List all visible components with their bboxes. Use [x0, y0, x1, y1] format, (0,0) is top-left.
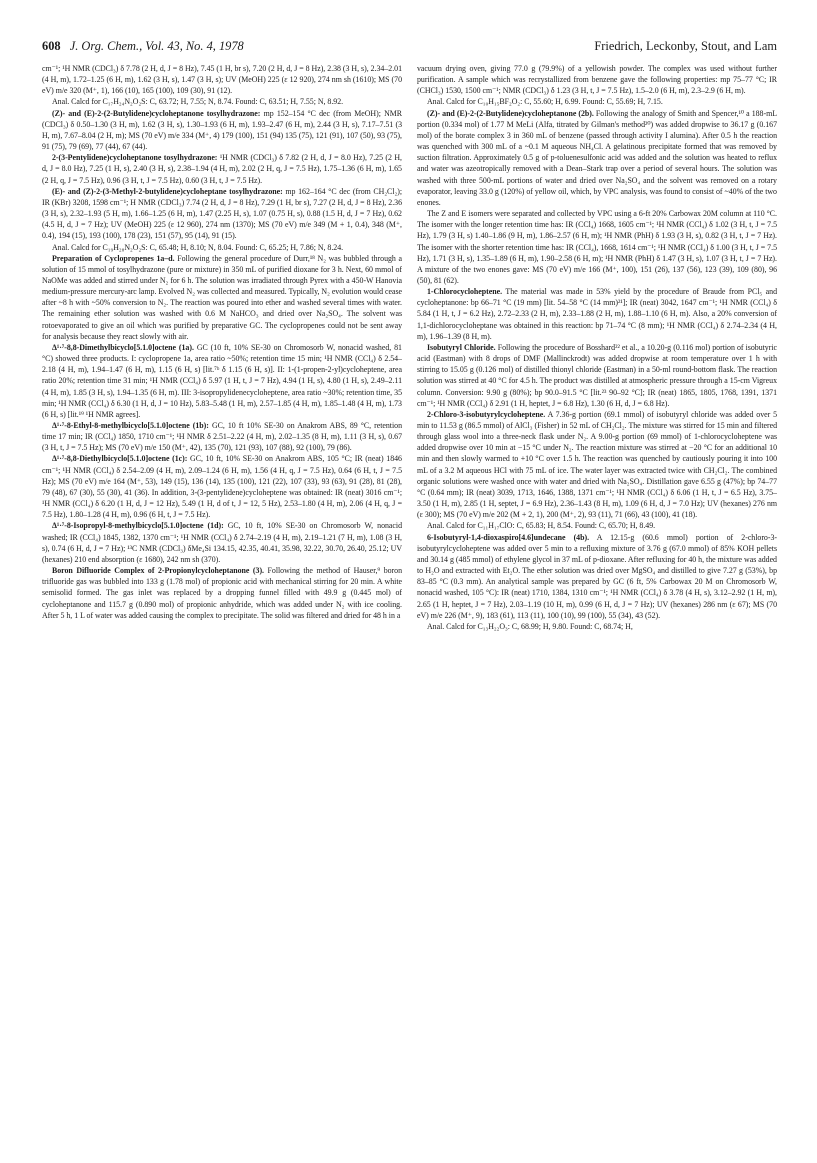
paragraph-heading: 2-(3-Pentylidene)cycloheptanone tosylhydrazone: [52, 153, 218, 163]
paragraph-text: Following the procedure of Bosshard²² et al., a 10.20-g (0.116 mol) portion of isobutyric acid (Eastman) with 8 drops of DMF (Mallinckrodt) was added dropwise at room temperature over 1 h with stirring to 15.05 g (0.126 mol) of distilled thionyl chloride (Eastman) in a 50-ml round-bottom flask. The reaction solution was stirred at 40 °C for 4.5 h. The product was distilled at atmospheric pressure through a 15-cm Vigreux column. Conversion: 9.90 g (80%); bp 90.0–91.5 °C [lit.²³ 90–92 °C]; IR (neat) 1865, 1805, 1768, 1391, 1371 cm⁻¹; ¹H NMR (CCl₄) δ 2.91 (1 H, heptet, J = 6.8 Hz), 1.30 (6 H, d, J = 6.8 Hz). [417, 342, 777, 408]
paragraph-text: Anal. Calcd for C₁₉H₂₈N₂O₂S: C, 65.48; H, 8.10; N, 8.04. Found: C, 65.25; H, 7.86; N, 8.24. [52, 242, 344, 252]
paragraph-heading: 6-Isobutyryl-1,4-dioxaspiro[4.6]undecane (4b). [427, 532, 590, 542]
paragraph-text: vacuum drying oven, giving 77.0 g (79.9%) of a yellowish powder. The complex was used without further purification. A sample which was recrystallized from benzene gave the following properties: mp 75–77 °C; IR (CHCl₃) 1530, 1500 cm⁻¹; NMR (CDCl₃) δ 1.23 (3 H, t, J = 7.5 Hz), 1.5–2.0 (6 H, m), 2.3–2.9 (6 H, m). [417, 64, 777, 96]
journal-citation: J. Org. Chem., Vol. 43, No. 4, 1978 [69, 39, 244, 53]
paragraph [417, 621, 777, 632]
paragraph [42, 420, 402, 453]
paragraph-text: ¹H NMR (CDCl₃) δ 7.82 (2 H, d, J = 8.0 Hz), 7.25 (2 H, d, J = 8.0 Hz), 7.25 (1 H, s), 2.40 (3 H, s), 2.38–1.94 (4 H, m), 2.02 (2 H, q, J = 7.5 Hz), 1.75–1.36 (6 H, m), 1.65 (2 H, q, J = 7.5 Hz), 0.96 (3 H, t, J = 7.5 Hz), 0.60 (3 H, t, J = 7.5 Hz). [42, 153, 402, 185]
paragraph-text: mp 152–154 °C dec (from MeOH); NMR (CDCl₃) δ 0.50–1.30 (3 H, m), 1.62 (3 H, s), 1.30–1.93 (6 H, m), 1.93–2.47 (6 H, m), 2.44 (3 H, s), 7.17–7.51 (3 H, m), 7.67–8.04 (2 H, m); MS (70 eV) m/e 334 (M⁺, 4) 179 (100), 151 (94) 135 (75), 121 (91), 107 (50), 93 (75), 91 (75), 79 (69), 77 (44), 67 (44). [42, 108, 402, 152]
paragraph-text: GC, 10 ft 10% SE-30 on Anakrom ABS, 89 °C, retention time 17 min; IR (CCl₄) 1850, 1710 cm⁻¹; ¹H NMR δ 2.51–2.22 (4 H, m), 2.02–1.35 (8 H, m), 1.11 (3 H, s), 0.67 (3 H, t, J = 7.5 Hz); MS (70 eV) m/e 150 (M⁺, 42), 135 (70), 121 (93), 107 (88), 92 (100), 79 (86). [42, 421, 402, 453]
paragraph [42, 96, 402, 107]
paragraph-text: Following the method of Hauser,⁹ boron trifluoride gas was bubbled into 133 g (1.78 mol) of propionic acid with mechanical stirring for 20 min. A white semisolid formed. The gas inlet was replaced by a dropping funnel filled with 49.9 g (0.445 mol) of cycloheptanone and 115.7 g (0.890 mol) of propionic anhydride, which was added under N₂ with ice cooling. After 5 h, 1 L of water was added causing the complex to precipitate. The solid was filtered and dried for 48 h in a [42, 566, 402, 620]
paragraph [417, 532, 777, 621]
running-header [42, 36, 777, 56]
paragraph-heading: (Z)- and (E)-2-(2-Butylidene)cycloheptanone tosylhydrazone: [52, 108, 261, 118]
paragraph [42, 565, 402, 621]
body-columns [42, 63, 777, 1138]
author-list: Friedrich, Leckonby, Stout, and Lam [594, 39, 777, 53]
paragraph [42, 453, 402, 520]
right-column [417, 63, 777, 1138]
paragraph [42, 342, 402, 420]
paragraph [417, 208, 777, 286]
paragraph-heading: Δ¹·⁷-8-Isopropyl-8-methylbicyclo[5.1.0]octene (1d): [52, 521, 224, 531]
paragraph-heading: Isobutyryl Chloride. [427, 342, 496, 352]
paragraph [417, 520, 777, 531]
paragraph [417, 342, 777, 409]
paragraph [42, 242, 402, 253]
paragraph-heading: 1-Chlorocycloheptene. [427, 287, 503, 297]
paragraph-text: The Z and E isomers were separated and collected by VPC using a 6-ft 20% Carbowax 20M column at 110 °C. The isomer with the longer retention time has: IR (CCl₄) 1668, 1605 cm⁻¹; ¹H NMR (CCl₄) δ 1.02 (3 H, t, J = 7.5 Hz), 1.79 (3 H, s) 1.40–1.86 (9 H, m), 1.86–2.57 (6 H, m); ¹H NMR (PhH) δ 1.93 (3 H, s), 0.82 (3 H, t, J = 7 Hz). The isomer with the shorter retention time has: IR (CCl₄), 1668, 1614 cm⁻¹; ¹H NMR (CCl₄) δ 1.00 (3 H, t, J = 7.5 Hz), 1.71 (3 H, s), 1.35–1.89 (6 H, m), 1.90–2.58 (6 H, m); ¹H NMR (PhH) δ 1.47 (3 H, s), 1.07 (3 H, t, J = 7 Hz). A mixture of the two enones gave: MS (70 eV) m/e 166 (M⁺, 100), 151 (26), 137 (56), 123 (39), 109 (80), 96 (50), 81 (62). [417, 209, 777, 285]
paragraph-heading: Δ¹·⁷-8,8-Dimethylbicyclo[5.1.0]octene (1a). [52, 342, 194, 352]
paragraph [42, 108, 402, 153]
paragraph-text: mp 162–164 °C dec (from CH₂Cl₂); IR (KBr) 3208, 1598 cm⁻¹; H NMR (CDCl₃) 7.74 (2 H, d, J = 8 Hz), 7.29 (1 H, br s), 7.27 (2 H, d, J = 8 Hz), 2.36 (3 H, s), 2.32–1.93 (5 H, m), 1.66–1.25 (6 H, m), 1.47 (2.25 H, s), 1.07 (0.75 H, s), 0.88 (1.5 H, d, J = 7 Hz), 0.62 (4.5 H, d, J = 7 Hz); UV (MeOH) 225 (ε 12 960), 274 nm (1370); MS (70 eV) m/e 349 (M + 1, 0.4), 348 (M⁺, 0.4), 194 (15), 193 (100), 178 (23), 151 (57), 95 (14), 91 (15). [42, 186, 402, 241]
paragraph-text: Anal. Calcd for C₁₃H₂₂O₃: C, 68.99; H, 9.80. Found: C, 68.74; H, [427, 621, 633, 631]
paragraph-text: Following the general procedure of Durr,¹⁸ N₂ was bubbled through a solution of 15 mmol of tosylhydrazone (pure or mixture) in 350 mL of purified dioxane for 3 h. Next, 60 mmol of NaOMe was added and stirred under N₂ for 6 h. The solution was irradiated through Pyrex with a 450-W Hanovia medium-pressure mercury-arc lamp. Evolved N₂ was collected and measured. Typically, N₂ evolution would cease after ~8 h with ~50% conversion to N₂. The reaction was poured into ether and washed several times with water. The remaining ether solution was washed with 0.6 M NaHCO₃ and dried over Na₂SO₄. The solvent was rotoevaporated to give an oil which was purified by preparative GC. The cyclopropenes could not be sent away for analysis because they react slowly with air. [42, 253, 402, 341]
paragraph-text: Following the analogy of Smith and Spencer,¹⁰ a 188-mL portion (0.334 mol) of 1.77 M MeLi (Alfa, titrated by Gilman's method²⁰) was added dropwise to 36.17 g (0.167 mol) of the borate complex 3 in 360 mL of benzene (passed through activity I alumina). After 0.5 h the reaction was quenched with 300 mL of a ~0.1 M aqueous NH₄Cl. A gelatinous precipitate formed that was removed by suction filtration. Approximately 0.5 g of p-toluenesulfonic acid was added and the solution was heated to reflux and water was azeotropically removed with a Dean–Stark trap over a period of several hours. The solution was washed with three 500-mL portions of water and dried over Na₂SO₄ and the solvent was removed on a rotary evaporator, leaving 33.0 g (120%) of yellow oil, which, by VPC analysis, was found to consist of ~40% of the two enones. [417, 108, 777, 207]
paragraph-text: Anal. Calcd for C₁₁H₁₇ClO: C, 65.83; H, 8.54. Found: C, 65.70; H, 8.49. [427, 521, 656, 531]
paragraph [42, 63, 402, 96]
paragraph-heading: Δ¹·⁷-8,8-Diethylbicyclo[5.1.0]octene (1c): [52, 454, 188, 464]
paragraph-heading: 2-Chloro-3-isobutyrylcycloheptene. [427, 409, 546, 419]
paragraph [417, 108, 777, 208]
paragraph [417, 286, 777, 342]
paragraph-text: GC, 10 ft, 10% SE-30 on Anakrom ABS, 105 °C; IR (neat) 1846 cm⁻¹; ¹H NMR (CCl₄) δ 2.54–2.09 (4 H, m), 2.09–1.24 (6 H, m), 1.56 (4 H, q, J = 7.5 Hz), 0.64 (6 H, t, J = 7.5 Hz); MS (70 eV) m/e 164 (M⁺, 53), 149 (15), 136 (14), 135 (100), 121 (22), 107 (33), 93 (63), 91 (28), 81 (28), 79 (48), 67 (30), 55 (30), 41 (36). In addition, 3-(3-pentylidene)cycloheptene was obtained: IR (neat) 3016 cm⁻¹; ¹H NMR (CCl₄) δ 6.20 (1 H, d, J = 12 Hz), 5.49 (1 H, d of t, J = 12, 5 Hz), 2.53–1.80 (4 H, m), 2.06 (4 H, q, J = 7.5 Hz), 1.80–1.28 (4 H, m), 0.96 (6 H, t, J = 7.5 Hz). [42, 454, 402, 520]
paragraph-text: GC, 10 ft, 10% SE-30 on Chromosorb W, nonacid washed; IR (CCl₄) 1845, 1382, 1370 cm⁻¹; ¹H NMR (CCl₄) δ 2.74–2.19 (4 H, m), 2.19–1.21 (7 H, m), 1.08 (3 H, s), 0.74 (6 H, d, J = 7 Hz); ¹³C NMR (CDCl₃) δMe₄Si 134.15, 42.35, 40.41, 35.98, 32.22, 30.70, 26.40, 25.12; UV (hexanes) 210 end absorption (ε 1680), 242 nm sh (370). [42, 521, 402, 564]
paragraph-text: Anal. Calcd for C₁₀H₁₅BF₂O₂: C, 55.60; H, 6.99. Found: C, 55.69; H, 7.15. [427, 97, 663, 107]
paragraph-heading: Boron Difluoride Complex of 2-Propionylcycloheptanone (3). [52, 566, 265, 576]
paragraph [42, 152, 402, 185]
paragraph [417, 409, 777, 521]
paragraph-text: A 12.15-g (60.6 mmol) portion of 2-chloro-3-isobutyrylcycloheptene was added over 5 min to a refluxing mixture of 3.76 g (67.0 mmol) of 85% KOH pellets and 30.14 g (485 mmol) of ethylene glycol in 37 mL of p-dioxane. After refluxing for 40 h, the mixture was added to H₂O and extracted with Et₂O. The ether solution was dried over MgSO₄ and distilled to give 7.27 g (53%), bp 83–85 °C (0.3 mm). An analytical sample was prepared by GC (6 ft, 5% Carbowax 20 M on Chromosorb W, nonacid washed, 105 °C): IR (neat) 1710, 1384, 1310 cm⁻¹; ¹H NMR (CCl₄) δ 3.78 (4 H, s), 3.12–2.92 (1 H, m), 2.65 (1 H, heptet, J = 7 Hz), 2.03–1.19 (10 H, m), 0.99 (6 H, d, J = 7 Hz); UV (hexanes) 286 nm (ε 67); MS (70 eV) m/e 226 (M⁺, 9), 183 (61), 113 (11), 100 (10), 99 (100), 55 (34), 43 (52). [417, 532, 777, 620]
paragraph [417, 96, 777, 107]
paragraph-heading: Δ¹·⁷-8-Ethyl-8-methylbicyclo[5.1.0]octene (1b): [52, 421, 209, 430]
header-left [42, 36, 244, 56]
left-column [42, 63, 402, 1138]
paragraph-heading: Preparation of Cyclopropenes 1a–d. [52, 253, 175, 263]
paragraph-text: A 7.36-g portion (69.1 mmol) of isobutyryl chloride was added over 5 min to 11.53 g (86.5 mmol) of AlCl₃ (Fisher) in 52 mL of CH₂Cl₂. The mixture was stirred for 15 min and filtered through glass wool into a three-neck flask under N₂. A 9.00-g portion (69 mmol) of 1-chlorocycloheptene was added dropwise over 10 min at −15 °C under N₂. The reaction mixture was stirred at −20 °C for an additional 10 min and then slowly warmed to +10 °C over 1.5 h. The reaction was quenched by cautiously pouring it into 100 mL of a 3.2 M aqueous HCl with 75 mL of ice. The water layer was extracted twice with CH₂Cl₂. The combined organic solutions were washed once with water and dried with Na₂SO₄. Distillation gave 6.55 g (47%); bp 74–77 °C (0.64 mm); IR (neat) 3039, 1713, 1646, 1388, 1371 cm⁻¹; ¹H NMR (CCl₄) δ 6.06 (1 H, t, J = 6.5 Hz), 3.75–3.50 (1 H, m), 2.85 (1 H, septet, J = 6.9 Hz), 2.36–1.43 (8 H, m), 1.09 (6 H, d, J = 7.0 Hz); UV (hexanes) 276 nm (ε 300); MS (70 eV) m/e 202 (M + 2, 1), 200 (M⁺, 2), 93 (11), 71 (66), 43 (100), 41 (18). [417, 409, 777, 520]
paragraph-text: Anal. Calcd for C₁₇H₂₄N₂O₂S: C, 63.72; H, 7.55; N, 8.74. Found: C, 63.51; H, 7.55; N, 8.92. [52, 97, 344, 107]
page-number: 608 [42, 39, 61, 53]
paragraph [42, 186, 402, 242]
paragraph-text: The material was made in 53% yield by the procedure of Braude from PCl₅ and cycloheptanone: bp 66–71 °C (19 mm) [lit. 54–58 °C (14 mm)²¹]; IR (neat) 3042, 1647 cm⁻¹; ¹H NMR (CCl₄) δ 5.84 (1 H, t, J = 6.2 Hz), 2.72–2.33 (2 H, m), 2.33–1.88 (2 H, m), 1.88–1.10 (6 H, m). Also, a 20% conversion of 1,1-dichlorocycloheptane was obtained in this reaction: bp 71–74 °C (8 mm); ¹H NMR (CCl₄) δ 2.74–2.34 (4 H, m), 1.96–1.39 (8 H, m). [417, 287, 777, 341]
paragraph-text: GC (10 ft, 10% SE-30 on Chromosorb W, nonacid washed, 81 °C) showed three products. I: cyclopropene 1a, area ratio ~50%; retention time 15 min; ¹H NMR (CCl₄) δ 2.54–2.18 (4 H, m), 1.94–1.47 (6 H, m), 1.15 (6 H, s) [lit.⁷ᵇ δ 1.15 (6 H, s)]. II: 1-(1-propen-2-yl)cycloheptene, area ratio 20%; retention time 31 min; ¹H NMR (CCl₄) δ 5.97 (1 H, t, J = 7 Hz), 4.94 (1 H, s), 4.80 (1 H, s), 2.49–2.11 (4 H, m), 1.85 (3 H, s), 1.94–1.35 (6 H, m). III: 3-isopropylidenecycloheptene, area ratio ~30%; retention time, 35 min; ¹H NMR (CCl₄) δ 6.30 (1 H, d, J = 10 Hz), 5.83–5.48 (1 H, m), 2.57–1.85 (4 H, m), 1.85–1.48 (4 H, m), 1.73 (6 H, s) [lit.¹⁹ ¹H NMR agrees]. [42, 342, 402, 419]
paragraph [42, 520, 402, 565]
paragraph [417, 63, 777, 96]
paragraph-text: cm⁻¹; ¹H NMR (CDCl₃) δ 7.78 (2 H, d, J = 8 Hz), 7.45 (1 H, br s), 7.20 (2 H, d, J = 8 Hz), 2.38 (3 H, s), 2.34–2.01 (4 H, m), 1.72–1.25 (6 H, m), 1.62 (3 H, s), 1.47 (3 H, s); UV (MeOH) 225 (ε 12 920), 274 nm sh (1610); MS (70 eV) m/e 320 (M⁺, 1), 166 (10), 165 (100), 109 (30), 91 (12). [42, 64, 402, 96]
paragraph-heading: (Z)- and (E)-2-(2-Butylidene)cycloheptanone (2b). [427, 108, 594, 118]
paragraph-heading: (E)- and (Z)-2-(3-Methyl-2-butylidene)cycloheptane tosylhydrazone: [52, 186, 283, 196]
paragraph [42, 253, 402, 342]
